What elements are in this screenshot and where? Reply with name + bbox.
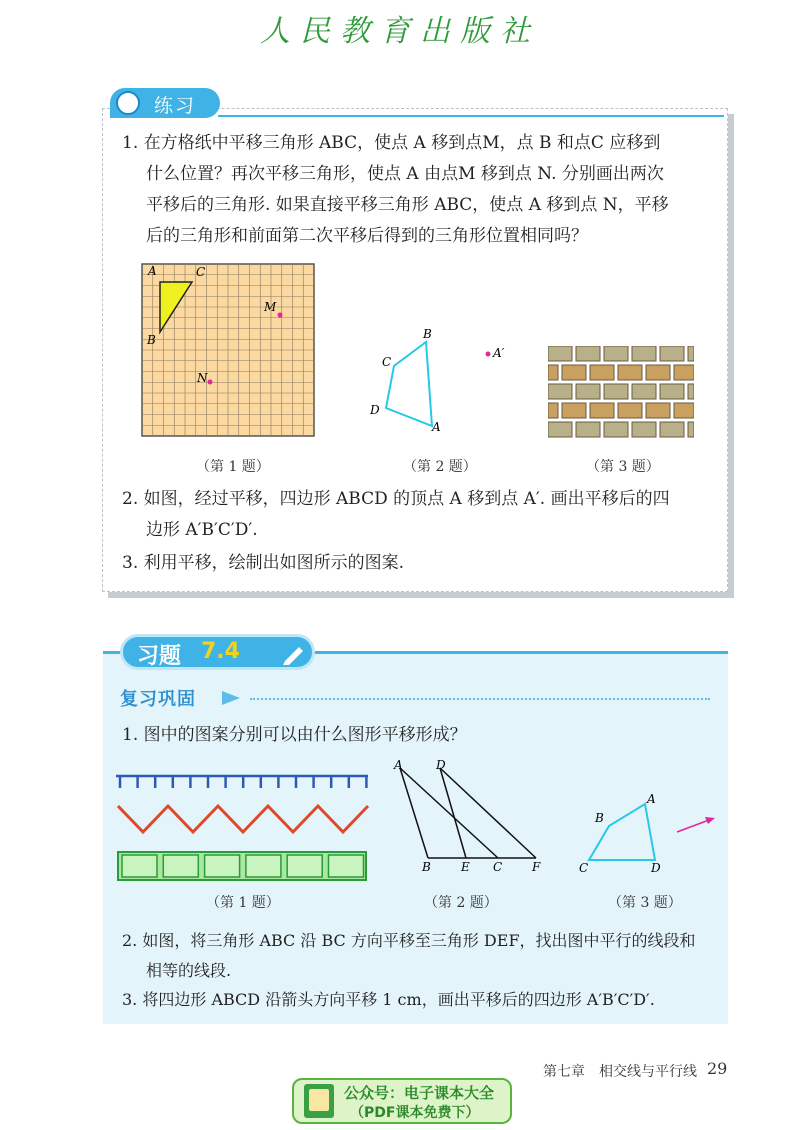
practice-tab-label: 练习 [154,95,197,117]
practice-q2-line-2: 边形 A′B′C′D′. [146,520,258,540]
practice-tab-line [218,115,724,117]
exercise-tab-label: 习题 [137,644,182,669]
label-b: B [595,811,604,825]
label-a: A [394,758,403,772]
practice-q1-line-3: 平移后的三角形. 如果直接平移三角形 ABC，使点 A 移到点 N，平移 [146,195,669,215]
exercise-tab [120,634,315,670]
exercise-tab-number: 7.4 [201,639,240,664]
label-n: N [197,371,208,385]
triangle-arrow-icon [220,689,242,707]
practice-caption-3: （第 3 题） [586,459,660,475]
practice-tab [110,88,220,118]
banner-line-2: （PDF课本免费下） [350,1105,480,1121]
label-c: C [579,861,589,875]
label-d: D [651,861,661,875]
banner-line-1: 公众号：电子课本大全 [344,1084,495,1102]
label-c: C [493,860,503,874]
publisher-logo: 人民教育出版社 [260,14,540,49]
green-bar-pattern [118,852,366,880]
exercise-q3-line: 3. 将四边形 ABCD 沿箭头方向平移 1 cm，画出平移后的四边形 A′B′C′D′. [122,990,655,1009]
practice-q3-line: 3. 利用平移，绘制出如图所示的图案. [122,553,405,573]
promo-banner [292,1078,512,1124]
arrow-head-icon [705,817,715,824]
brick-pattern-figure [548,346,694,442]
practice-q1-line-2: 什么位置？再次平移三角形，使点 A 由点M 移到点 N. 分别画出两次 [146,164,664,184]
label-b: B [147,333,156,347]
label-c: C [382,355,392,369]
exercise-caption-2: （第 2 题） [424,895,498,911]
exercise-q1-line: 1. 图中的图案分别可以由什么图形平移形成？ [122,725,467,745]
section-divider [250,698,710,700]
page-number: 29 [707,1059,728,1078]
exercise-q2-line-1: 2. 如图，将三角形 ABC 沿 BC 方向平移至三角形 DEF，找出图中平行的线段和 [122,931,696,950]
point-n [208,380,213,385]
segment-df [440,768,536,858]
exercise-caption-3: （第 3 题） [608,895,682,911]
label-f: F [532,860,541,874]
brick-pattern [548,346,694,437]
label-c: C [196,265,206,279]
practice-caption-2: （第 2 题） [403,459,477,475]
label-m: M [264,300,277,314]
label-d: D [436,758,446,772]
label-b: B [423,327,432,341]
quadrilateral-arrow-figure [575,786,725,878]
label-a: A [148,264,157,278]
label-a: A [432,420,441,434]
practice-q1-line-4: 后的三角形和前面第二次平移后得到的三角形位置相同吗？ [146,226,588,246]
exercise-q2-line-2: 相等的线段. [146,961,232,980]
label-a: A [647,792,656,806]
point-a-prime [486,352,491,357]
point-m [278,313,283,318]
label-e: E [461,860,470,874]
quadrilateral-abcd [386,342,432,426]
grid-figure [136,258,326,444]
label-a-prime: A′ [493,346,505,360]
practice-q2-line-1: 2. 如图，经过平移，四边形 ABCD 的顶点 A 移到点 A′. 画出平移后的四 [122,489,670,509]
practice-q1-line-1: 1. 在方格纸中平移三角形 ABC，使点 A 移到点M，点 B 和点C 应移到 [122,133,661,153]
practice-caption-1: （第 1 题） [196,459,270,475]
exercise-caption-1: （第 1 题） [206,895,280,911]
zigzag-pattern [118,806,368,832]
pencil-icon [281,641,307,665]
label-b: B [422,860,431,874]
translated-triangles-figure [388,756,548,880]
practice-icon [116,91,140,115]
direction-arrow [677,820,709,832]
book-icon [304,1084,334,1118]
quadrilateral-figure [360,320,520,440]
pattern-figure [112,768,374,886]
section-title: 复习巩固 [120,689,196,710]
segment-de [440,768,466,858]
chapter-title: 第七章 相交线与平行线 [543,1064,697,1080]
label-d: D [370,403,380,417]
ruler-pattern [116,776,368,788]
